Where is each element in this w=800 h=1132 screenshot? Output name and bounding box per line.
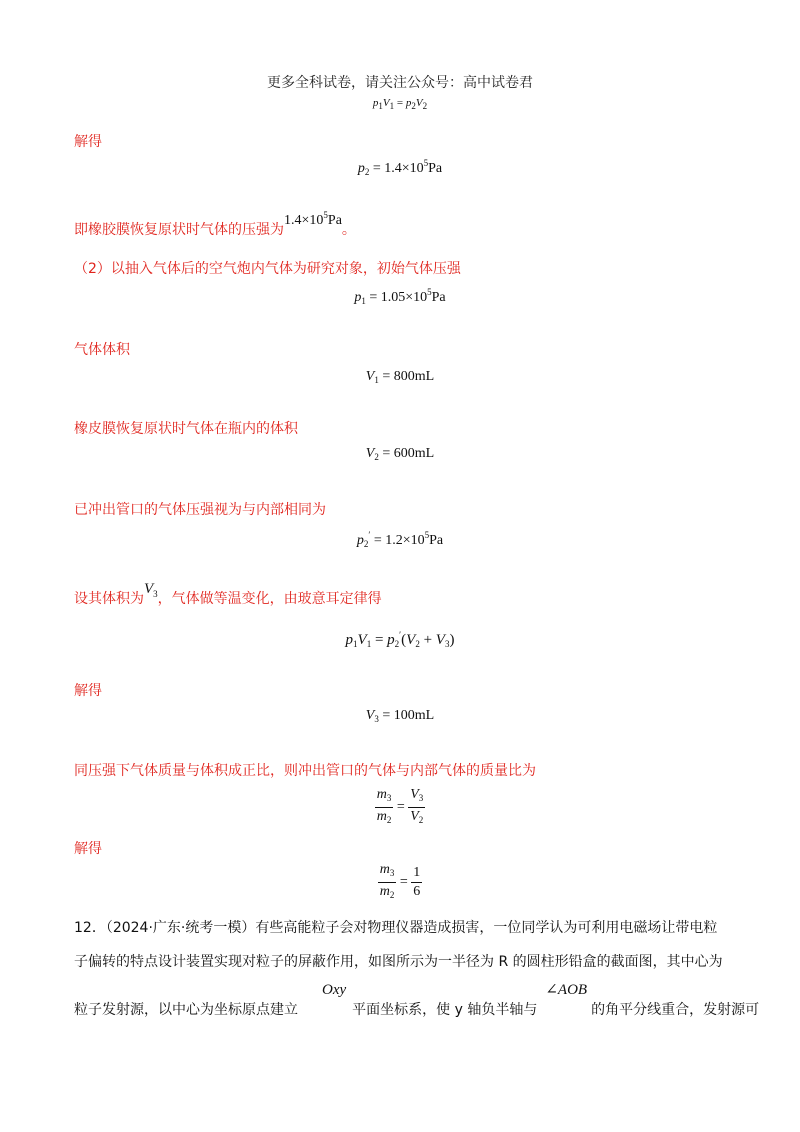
page-header: 更多全科试卷，请关注公众号：高中试卷君	[267, 75, 533, 91]
line-pressure: 已冲出管口的气体压强视为与内部相同为	[74, 502, 326, 518]
label-solve-3: 解得	[74, 841, 102, 857]
equation-v2: $V_2 = 600mL$	[365, 446, 435, 462]
label-solve-1: 解得	[74, 134, 102, 150]
label-solve-2: 解得	[74, 683, 102, 699]
line-v2: 橡皮膜恢复原状时气体在瓶内的体积	[74, 421, 298, 437]
equation-top: $p_1V_1 = p_2V_2$	[372, 97, 428, 111]
line-mass-ratio: 同压强下气体质量与体积成正比，则冲出管口的气体与内部气体的质量比为	[74, 763, 536, 779]
equation-p1: $p_1 = 1.05\times 10^5Pa$	[354, 287, 446, 306]
equation-result: $\frac{m_3}{m_2}$ = $\frac{1}{6}$	[379, 862, 421, 900]
line-part-2: （2）以抽入气体后的空气炮内气体为研究对象，初始气体压强	[74, 261, 461, 277]
question-12-line-3: 粒子发射源，以中心为坐标原点建立Oxy平面坐标系，使 y 轴负半轴与∠AOB的角平分线重合，发射源可	[74, 982, 760, 1018]
equation-p2: $p_2 = 1.4\times 10^5Pa$	[357, 158, 443, 177]
line-v3-intro: 设其体积为$V_3$，气体做等温变化，由玻意耳定律得	[74, 581, 382, 607]
equation-v1: $V_1 = 800mL$	[365, 369, 435, 385]
label-gas-volume: 气体体积	[74, 342, 130, 358]
question-12-line-2: 子偏转的特点设计装置实现对粒子的屏蔽作用，如图所示为一半径为 R 的圆柱形铅盒的截面图，其中心为	[74, 954, 723, 970]
question-12-line-1: 12．（2024·广东·统考一模）有些高能粒子会对物理仪器造成损害，一位同学认为可利用电磁场让带电粒	[74, 920, 718, 936]
line-rubber-pressure: 即橡胶膜恢复原状时气体的压强为$1.4\times 10^5Pa$。	[74, 210, 356, 238]
equation-mass-ratio: $\frac{m_3}{m_2}$ = $\frac{V_3}{V_2}$	[376, 787, 424, 825]
equation-p2-prime: $p_2' = 1.2\times 10^5Pa$	[356, 530, 444, 549]
equation-boyle: $p_1V_1 = p_2'(V_2 + V_3)$	[345, 630, 455, 649]
equation-v3: $V_3 = 100mL$	[365, 708, 435, 724]
